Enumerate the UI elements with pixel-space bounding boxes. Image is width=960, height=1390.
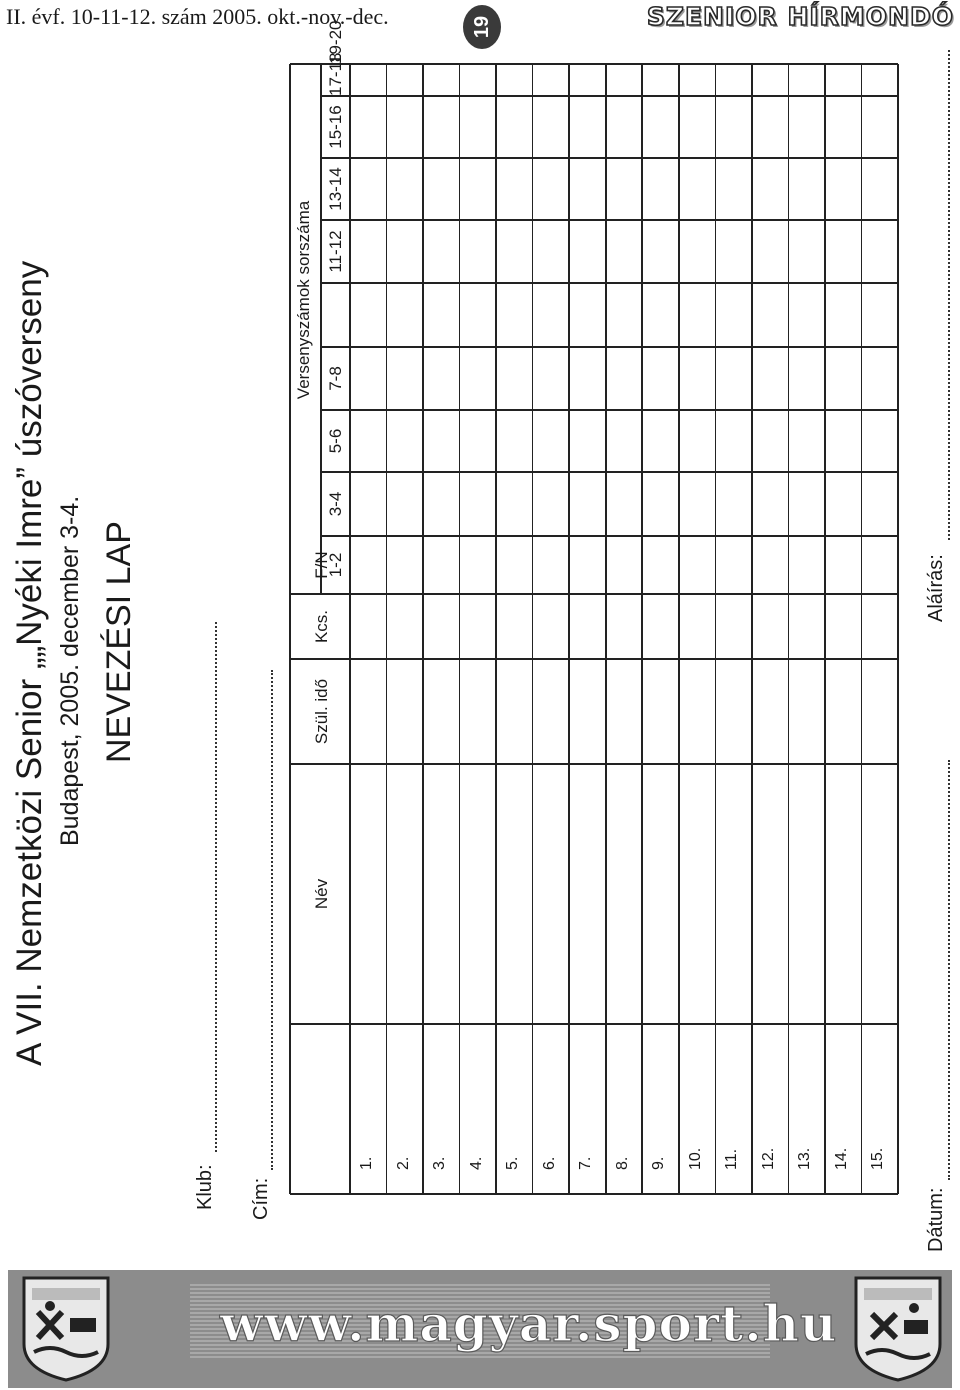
table-hline — [422, 64, 424, 1194]
table-vline — [290, 658, 898, 660]
table-hline — [824, 64, 826, 1194]
header-event-2: 3-4 — [326, 491, 345, 517]
header-event-7: 13-14 — [326, 167, 345, 211]
swimmer-emblem-icon — [852, 1274, 944, 1382]
klub-field[interactable] — [215, 622, 217, 1152]
table-hline — [641, 64, 643, 1194]
table-vline — [290, 593, 898, 595]
table-vline — [320, 346, 898, 348]
table-hline — [495, 64, 497, 1194]
table-hline — [605, 64, 607, 1194]
header-event-10: 19-20 — [326, 20, 345, 64]
competition-date: Budapest, 2005. december 3-4. — [56, 495, 84, 846]
table-hline — [751, 64, 753, 1194]
table-row-number: 11. — [723, 1148, 741, 1170]
table-row-number: 1. — [358, 1156, 375, 1170]
table-vline — [320, 95, 898, 97]
table-hline — [897, 64, 899, 1194]
table-hline — [861, 64, 863, 1194]
table-hline — [788, 64, 790, 1194]
table-row-number: 7. — [577, 1156, 595, 1170]
table-row-number: 12. — [759, 1147, 777, 1170]
table-hline — [289, 64, 291, 1194]
header-event-1: 1-2 — [326, 552, 345, 578]
competition-title: A VII. Nemzetközi Senior „„Nyéki Imre” úszóverseny — [10, 260, 49, 1066]
table-hline — [320, 64, 322, 594]
table-row-number: 4. — [467, 1156, 485, 1170]
table-hline — [715, 64, 717, 1194]
table-row-number: 2. — [394, 1156, 412, 1170]
table-vline — [320, 282, 898, 284]
datum-label: Dátum: — [925, 1187, 947, 1252]
issue-line: II. évf. 10-11-12. szám 2005. okt.-nov.-dec. — [6, 4, 389, 29]
table-row-number: 6. — [540, 1156, 558, 1170]
header-kcs: Kcs. — [312, 609, 331, 644]
table-vline — [320, 157, 898, 159]
datum-field[interactable] — [948, 760, 950, 1180]
table-vline — [320, 535, 898, 537]
bottom-banner — [0, 1270, 960, 1390]
brand-logo: SZENIOR HÍRMONDÓ — [646, 2, 954, 31]
swimmer-emblem-icon — [20, 1274, 112, 1382]
table-hline — [386, 64, 388, 1194]
header-event-4: 7-8 — [326, 366, 345, 391]
header-event-8: 15-16 — [326, 105, 345, 149]
header-nev: Név — [312, 878, 331, 910]
table-vline — [290, 63, 898, 65]
table-vline — [320, 409, 898, 411]
form-heading: NEVEZÉSI LAP — [100, 521, 138, 763]
table-row-number: 3. — [431, 1156, 449, 1170]
cim-label: Cím: — [250, 1177, 272, 1220]
table-row-number: 10. — [686, 1147, 704, 1170]
table-row-number: 5. — [504, 1156, 522, 1170]
table-hline — [349, 64, 351, 1194]
cim-field[interactable] — [271, 670, 273, 1170]
header-event-3: 5-6 — [326, 428, 345, 454]
table-row-number: 15. — [869, 1147, 887, 1170]
header-event-6: 11-12 — [326, 230, 345, 273]
header-fn: F/N — [312, 551, 331, 579]
table-vline — [290, 1193, 898, 1195]
table-hline — [568, 64, 570, 1194]
table-vline — [320, 471, 898, 473]
entry-table — [290, 20, 898, 1194]
table-row-number: 8. — [613, 1156, 631, 1170]
header-szul-ido: Szül. idő — [312, 678, 331, 745]
table-vline — [290, 763, 898, 765]
alairas-field[interactable] — [948, 50, 950, 540]
header-event-9: 17-18 — [326, 52, 345, 96]
table-vline — [320, 219, 898, 221]
table-row-number: 13. — [796, 1147, 814, 1170]
table-hline — [678, 64, 680, 1194]
table-vline — [290, 1023, 898, 1025]
table-hline — [459, 64, 461, 1194]
alairas-label: Aláírás: — [925, 554, 947, 622]
table-hline — [532, 64, 534, 1194]
page-number-badge: 19 — [463, 5, 501, 49]
header-events: Versenyszámok sorszáma — [294, 200, 313, 400]
banner-url[interactable]: www.magyar.sport.hu — [220, 1294, 838, 1353]
klub-label: Klub: — [194, 1164, 216, 1210]
table-row-number: 9. — [650, 1156, 668, 1170]
table-row-number: 14. — [832, 1147, 850, 1170]
